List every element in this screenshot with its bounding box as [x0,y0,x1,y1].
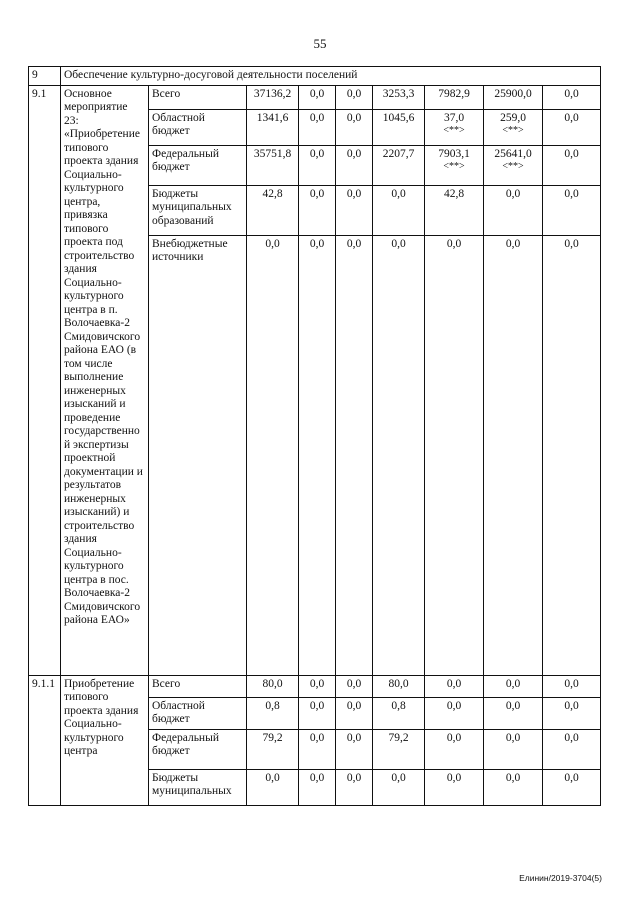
amount-cell [373,235,425,675]
amount-cell [299,85,336,109]
amount-cell [247,185,299,235]
amount-value: 42,8 [443,187,465,200]
amount-value: 0,0 [564,699,579,712]
amount-cell [543,697,601,729]
amount-value: 0,0 [391,771,406,784]
amount-cell [336,109,373,145]
amount-cell [299,675,336,697]
amount-cell [247,85,299,109]
amount-cell [543,185,601,235]
amount-value: 35751,8 [253,147,292,160]
amount-value: 0,0 [505,677,521,690]
funding-source: Бюджеты муниципальных [149,769,247,805]
amount-cell [299,769,336,805]
amount-cell [484,729,543,769]
amount-value: 0,0 [309,237,325,250]
amount-cell [425,185,484,235]
amount-value: 25900,0 [494,87,532,100]
amount-cell [336,85,373,109]
amount-cell [425,109,484,145]
amount-value: 0,0 [505,771,521,784]
amount-value: 0,0 [505,699,521,712]
amount-cell [373,697,425,729]
amount-cell [373,729,425,769]
amount-value: 259,0 [500,111,526,124]
amount-cell [336,769,373,805]
amount-cell [425,769,484,805]
amount-cell [425,145,484,185]
funding-source: Областной бюджет [149,697,247,729]
amount-cell [425,729,484,769]
amount-value: 0,0 [446,731,462,744]
footnote-mark: <**> [443,125,465,136]
row-code: 9.1.1 [29,675,61,805]
funding-source: Бюджеты муниципальных образований [149,185,247,235]
amount-value: 79,2 [388,731,409,744]
amount-value: 0,0 [346,147,362,160]
amount-value: 0,0 [391,187,406,200]
amount-cell [336,235,373,675]
amount-value: 0,0 [346,87,362,100]
amount-value: 0,0 [564,87,579,100]
amount-value: 3253,3 [382,87,415,100]
amount-cell [299,235,336,675]
table-row [29,85,601,109]
amount-cell [299,185,336,235]
amount-cell [425,675,484,697]
amount-cell [247,697,299,729]
amount-value: 0,0 [564,187,579,200]
amount-value: 0,0 [265,771,280,784]
funding-source: Федеральный бюджет [149,729,247,769]
amount-cell [543,675,601,697]
table-row [29,675,601,697]
amount-value: 0,0 [564,147,579,160]
funding-source: Внебюджетные источники [149,235,247,675]
amount-cell [336,185,373,235]
funding-source: Федеральный бюджет [149,145,247,185]
amount-cell [336,145,373,185]
amount-cell [484,769,543,805]
amount-cell [373,769,425,805]
amount-cell [543,85,601,109]
section-row [29,67,601,86]
amount-value: 0,0 [346,699,362,712]
amount-cell [425,85,484,109]
amount-value: 0,0 [446,237,462,250]
amount-cell [484,185,543,235]
amount-value: 0,0 [309,731,325,744]
financing-table [28,66,601,806]
table-body [29,67,601,806]
amount-value: 0,0 [505,237,521,250]
amount-cell [247,675,299,697]
amount-value: 7903,1 [438,147,470,160]
amount-value: 0,0 [564,677,579,690]
amount-value: 80,0 [388,677,409,690]
amount-cell [336,675,373,697]
amount-cell [543,235,601,675]
amount-cell [373,85,425,109]
amount-value: 80,0 [262,677,283,690]
amount-cell [484,697,543,729]
activity-name: Приобретение типового проекта здания Социально-культурного центра [61,675,149,805]
amount-value: 0,0 [265,237,280,250]
amount-cell [373,109,425,145]
amount-cell [299,697,336,729]
amount-value: 0,0 [391,237,406,250]
document-code: Елинин/2019-3704(5) [519,873,602,883]
amount-cell [484,109,543,145]
amount-value: 0,8 [265,699,280,712]
amount-value: 0,0 [309,187,325,200]
amount-value: 0,0 [346,677,362,690]
amount-cell [543,729,601,769]
amount-value: 0,0 [446,699,462,712]
funding-source: Всего [149,85,247,109]
amount-cell [425,235,484,675]
amount-value: 0,0 [346,731,362,744]
amount-value: 0,0 [346,237,362,250]
amount-value: 0,0 [309,87,325,100]
amount-value: 0,0 [446,771,462,784]
funding-source: Всего [149,675,247,697]
amount-cell [299,109,336,145]
amount-value: 37,0 [443,111,465,124]
amount-cell [299,729,336,769]
footnote-mark: <**> [443,161,465,172]
amount-cell [336,729,373,769]
page-number: 55 [313,36,327,51]
section-code: 9 [29,67,61,86]
amount-value: 0,0 [309,699,325,712]
amount-cell [336,697,373,729]
amount-value: 0,8 [391,699,406,712]
amount-cell [484,145,543,185]
amount-value: 0,0 [505,187,521,200]
amount-value: 25641,0 [494,147,532,160]
amount-cell [247,729,299,769]
amount-cell [373,145,425,185]
amount-cell [543,109,601,145]
amount-value: 1045,6 [382,111,415,124]
amount-cell [247,145,299,185]
amount-value: 2207,7 [382,147,415,160]
amount-value: 1341,6 [256,111,289,124]
amount-value: 7982,9 [438,87,470,100]
amount-cell [373,675,425,697]
amount-cell [373,185,425,235]
footnote-mark: <**> [502,125,524,136]
amount-value: 0,0 [505,731,521,744]
amount-value: 0,0 [446,677,462,690]
amount-value: 0,0 [564,771,579,784]
amount-cell [247,109,299,145]
amount-cell [484,85,543,109]
amount-value: 37136,2 [253,87,292,100]
amount-value: 0,0 [346,111,362,124]
amount-value: 0,0 [564,237,579,250]
amount-value: 42,8 [262,187,283,200]
amount-cell [484,675,543,697]
activity-name: Основное мероприятие 23: «Приобретение типового проекта здания Социально-культурного центра, привязка типового проекта под строительство здания Социально-культурного центра в п. Волочаевка-2 Смидовичского района ЕАО (в том числе выполнение инженерных изысканий и проведение государственной экспертизы проектной документации и результатов инженерных изысканий) и строительство здания Социально-культурного центра в пос. Волочаевка-2 Смидовичского района ЕАО» [61,85,149,675]
row-code: 9.1 [29,85,61,675]
amount-value: 0,0 [564,731,579,744]
section-title: Обеспечение культурно-досуговой деятельности поселений [61,67,601,86]
amount-cell [247,235,299,675]
amount-value: 0,0 [309,111,325,124]
amount-value: 0,0 [346,771,362,784]
amount-value: 0,0 [309,771,325,784]
footnote-mark: <**> [502,161,524,172]
amount-cell [425,697,484,729]
amount-cell [543,769,601,805]
amount-value: 0,0 [309,147,325,160]
amount-value: 79,2 [262,731,283,744]
funding-source: Областной бюджет [149,109,247,145]
amount-cell [484,235,543,675]
amount-cell [543,145,601,185]
amount-value: 0,0 [346,187,362,200]
amount-value: 0,0 [309,677,325,690]
amount-cell [299,145,336,185]
amount-value: 0,0 [564,111,579,124]
amount-cell [247,769,299,805]
